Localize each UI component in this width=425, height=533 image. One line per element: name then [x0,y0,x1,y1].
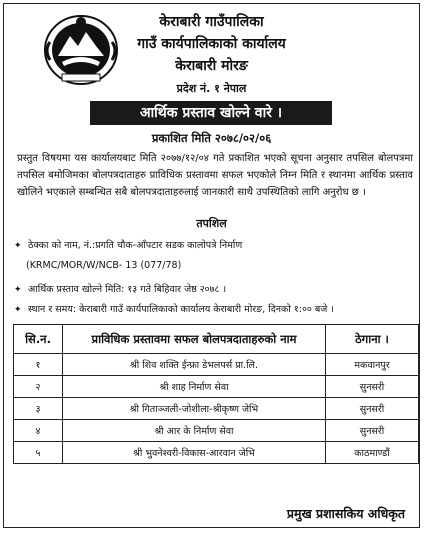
bullet-opening-date [14,283,226,297]
table-row [14,354,419,376]
publish-date: प्रकाशित मिति २०७८/०२/०६ [151,131,272,145]
col-header-name: प्राविधिक प्रस्तावमा सफल बोलपत्रदाताहरुको नाम [63,325,326,354]
cell-name: श्री शिव शक्ति ईन्फ्रा डेभलपर्स प्रा.लि. [63,354,326,376]
cell-address: मकवानपुर [326,354,419,376]
cell-sn: ४ [14,420,63,442]
cell-sn: १ [14,354,63,376]
cell-name: श्री शाह निर्माण सेवा [63,376,326,398]
notice-frame [3,3,420,528]
office-name: गाउँ कार्यपालिकाको कार्यालय [137,36,286,52]
table-row [14,376,419,398]
cell-address: काठमाण्डौं [326,442,419,464]
diamond-bullet-icon: ✦ [14,305,22,315]
cell-address: सुनसरी [326,420,419,442]
bidders-table [13,324,419,464]
notice-title-banner: आर्थिक प्रस्ताव खोल्ने वारे । [90,101,332,125]
cell-name: श्री गिताञ्जली-जोशीला-श्रीकृष्ण जेभि [63,398,326,420]
cell-sn: ५ [14,442,63,464]
signatory-title: प्रमुख प्रशासकिय अधिकृत [286,506,405,521]
table-row [14,420,419,442]
details-heading: तपशिल [196,217,227,230]
cell-name: श्री भुवनेश्वरी-विकास-आरवान जेभि [63,442,326,464]
diamond-bullet-icon: ✦ [14,285,22,295]
col-header-sn: सि.न. [14,325,63,354]
province-line: प्रदेश नं. १ नेपाल [176,82,247,95]
diamond-bullet-icon: ✦ [14,241,22,251]
office-location: केराबारी मोरङ [175,58,248,74]
contract-number: (KRMC/MOR/W/NCB- 13 (077/78) [26,260,182,271]
table-row [14,442,419,464]
place-time-text: स्थान र समय: केराबारी गाउँ कार्यपालिकाको कार्यालय केराबारी मोरङ, दिनको १:०० बजे । [28,304,334,315]
cell-sn: २ [14,376,63,398]
cell-address: सुनसरी [326,398,419,420]
bullet-contract-name [14,239,242,253]
table-header-row [14,325,419,354]
cell-address: सुनसरी [326,376,419,398]
cell-name: श्री आर के निर्माण सेवा [63,420,326,442]
notice-body: प्रस्तुत विषयमा यस कार्यालयबाट मिति २०७७/१२/०४ गते प्रकाशित भएको सूचना अनुसार तपसिल बोलपत्रमा तपसिल बमोजिमका बोलपत्रदाताहरु प्राविधिक प्रस्तावमा सफल भएकोले निम्न मिति र स्थानमा आर्थिक प्रस्ताव खोलिने भएकाले सम्बन्धित सबै बोलपत्रदाताहरुलाई जानकारी साथै उपस्थितिको लागि अनुरोध छ । [17,153,413,198]
table-row [14,398,419,420]
contract-name-text: ठेक्का को नाम, नं.:प्रगति चौक-आँपटार सडक कालोपत्रे निर्माण [28,240,243,251]
municipality-name: केराबारी गाउँपालिका [159,14,264,30]
col-header-address: ठेगाना । [326,325,419,354]
opening-date-text: आर्थिक प्रस्ताव खोल्ने मिति: १३ गते बिहिवार जेष्ठ २०७८ । [28,284,227,295]
bullet-place-time [14,303,334,317]
cell-sn: ३ [14,398,63,420]
